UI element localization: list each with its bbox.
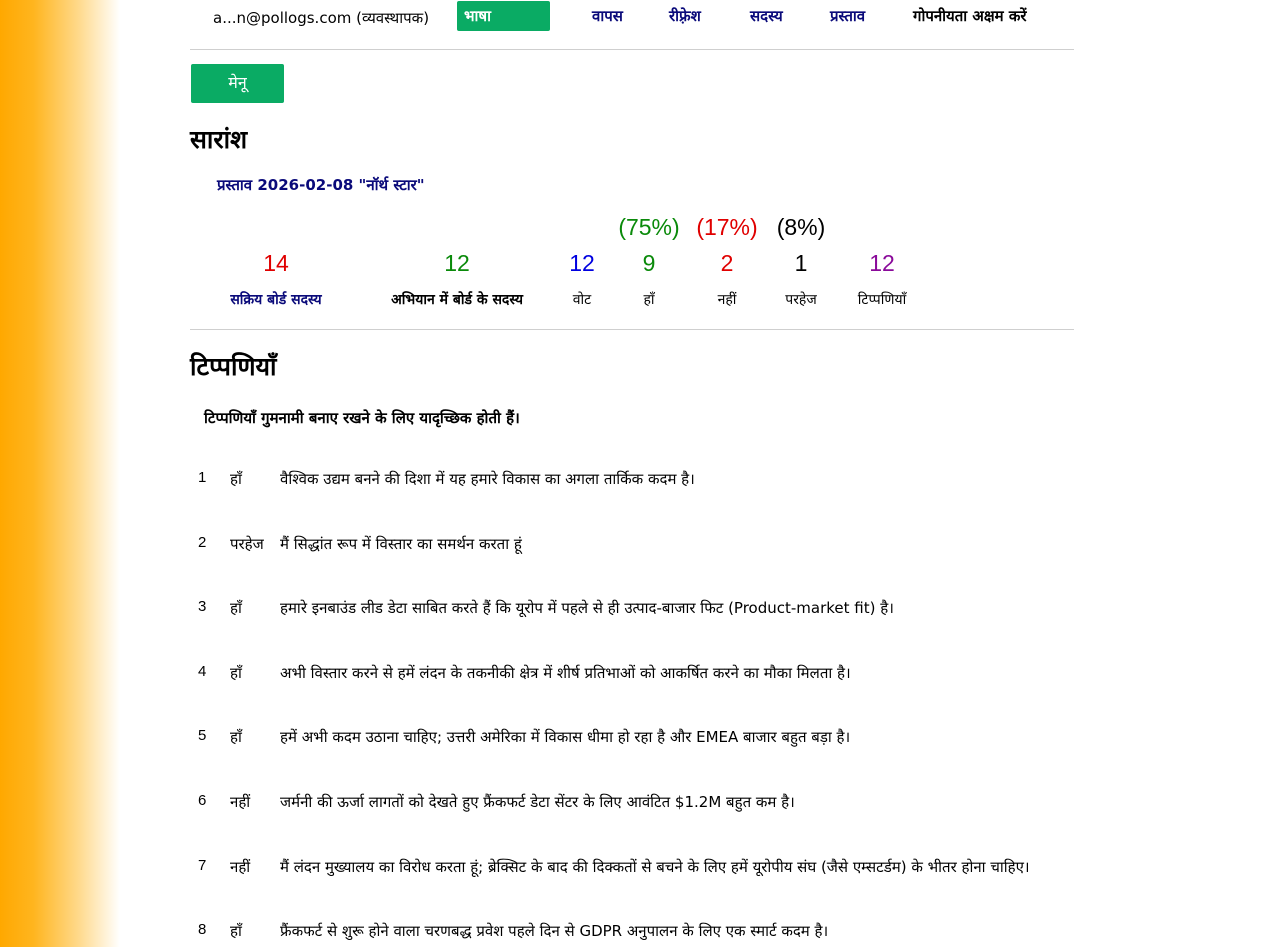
comment-text: वैश्विक उद्यम बनने की दिशा में यह हमारे विकास का अगला तार्किक कदम है। [280, 470, 695, 488]
comment-vote: हाँ [230, 599, 242, 617]
user-email: a...n@pollogs.com (व्यवस्थापक) [213, 9, 430, 27]
comment-row [190, 792, 1074, 816]
nav-refresh-link[interactable]: रीफ़्रेश [669, 7, 701, 25]
no-count: 2 [720, 250, 734, 276]
yes-count: 9 [642, 250, 656, 276]
campaign-members-label: अभियान में बोर्ड के सदस्य [391, 292, 523, 308]
menu-button[interactable]: मेनू [191, 64, 284, 103]
comment-vote: नहीं [230, 793, 251, 811]
comment-row [190, 921, 1074, 945]
comment-number: 1 [198, 469, 207, 486]
nav-proposals-link[interactable]: प्रस्ताव [830, 7, 866, 25]
abstain-percent: (8%) [776, 214, 826, 240]
comments-heading: टिप्पणियाँ [190, 352, 277, 381]
proposal-link[interactable]: प्रस्ताव 2026-02-08 "नॉर्थ स्टार" [217, 176, 425, 194]
language-button[interactable]: भाषा [457, 1, 550, 31]
votes-count: 12 [569, 250, 595, 276]
comment-row [190, 534, 1074, 558]
comment-vote: परहेज [230, 535, 264, 553]
no-percent: (17%) [696, 214, 758, 240]
comment-number: 5 [198, 727, 207, 744]
divider [190, 329, 1074, 330]
comment-text: मैं सिद्धांत रूप में विस्तार का समर्थन करता हूं [280, 535, 522, 553]
comment-row [190, 469, 1074, 493]
comments-note: टिप्पणियाँ गुमनामी बनाए रखने के लिए यादृच्छिक होती हैं। [204, 409, 520, 427]
comment-text: हमें अभी कदम उठाना चाहिए; उत्तरी अमेरिका में विकास धीमा हो रहा है और EMEA बाजार बहुत बड़ा है। [280, 728, 851, 746]
comment-vote: नहीं [230, 858, 251, 876]
comment-vote: हाँ [230, 922, 242, 940]
nav-privacy-toggle[interactable]: गोपनीयता अक्षम करें [913, 7, 1027, 25]
comment-row [190, 663, 1074, 687]
comment-number: 7 [198, 857, 207, 874]
comment-vote: हाँ [230, 728, 242, 746]
yes-percent: (75%) [618, 214, 680, 240]
active-members-count: 14 [263, 250, 289, 276]
comment-text: हमारे इनबाउंड लीड डेटा साबित करते हैं कि यूरोप में पहले से ही उत्पाद-बाजार फिट (Product-market fit) है। [280, 599, 894, 617]
comment-text: अभी विस्तार करने से हमें लंदन के तकनीकी क्षेत्र में शीर्ष प्रतिभाओं को आकर्षित करने का मौका मिलता है। [280, 664, 851, 682]
abstain-label: परहेज [785, 292, 817, 308]
comment-text: जर्मनी की ऊर्जा लागतों को देखते हुए फ्रैंकफर्ट डेटा सेंटर के लिए आवंटित $1.2M बहुत कम है। [280, 793, 795, 811]
nav-members-link[interactable]: सदस्य [750, 7, 783, 25]
campaign-members-count: 12 [444, 250, 470, 276]
comments-label: टिप्पणियाँ [857, 292, 907, 308]
comments-count: 12 [869, 250, 895, 276]
votes-label: वोट [572, 292, 592, 308]
comment-vote: हाँ [230, 470, 242, 488]
comment-text: मैं लंदन मुख्यालय का विरोध करता हूं; ब्रेक्सिट के बाद की दिक्कतों से बचने के लिए हमें यूरोपीय संघ (जैसे एम्सटर्डम) के भीतर होना चाहिए। [280, 858, 1030, 876]
nav-back-link[interactable]: वापस [592, 7, 623, 25]
comment-row [190, 857, 1074, 881]
comment-row [190, 598, 1074, 622]
comment-vote: हाँ [230, 664, 242, 682]
divider [190, 49, 1074, 50]
active-members-link[interactable]: सक्रिय बोर्ड सदस्य [230, 292, 322, 308]
comment-text: फ्रैंकफर्ट से शुरू होने वाला चरणबद्ध प्रवेश पहले दिन से GDPR अनुपालन के लिए एक स्मार्ट कदम है। [280, 922, 829, 940]
comment-row [190, 727, 1074, 751]
comment-number: 4 [198, 663, 207, 680]
no-label: नहीं [717, 292, 737, 308]
summary-heading: सारांश [190, 125, 248, 154]
side-gradient-decoration [0, 0, 120, 947]
comment-number: 3 [198, 598, 207, 615]
comment-number: 8 [198, 921, 207, 938]
yes-label: हाँ [643, 292, 655, 308]
comment-number: 2 [198, 534, 207, 551]
abstain-count: 1 [794, 250, 808, 276]
top-bar [190, 0, 1074, 34]
comment-number: 6 [198, 792, 207, 809]
